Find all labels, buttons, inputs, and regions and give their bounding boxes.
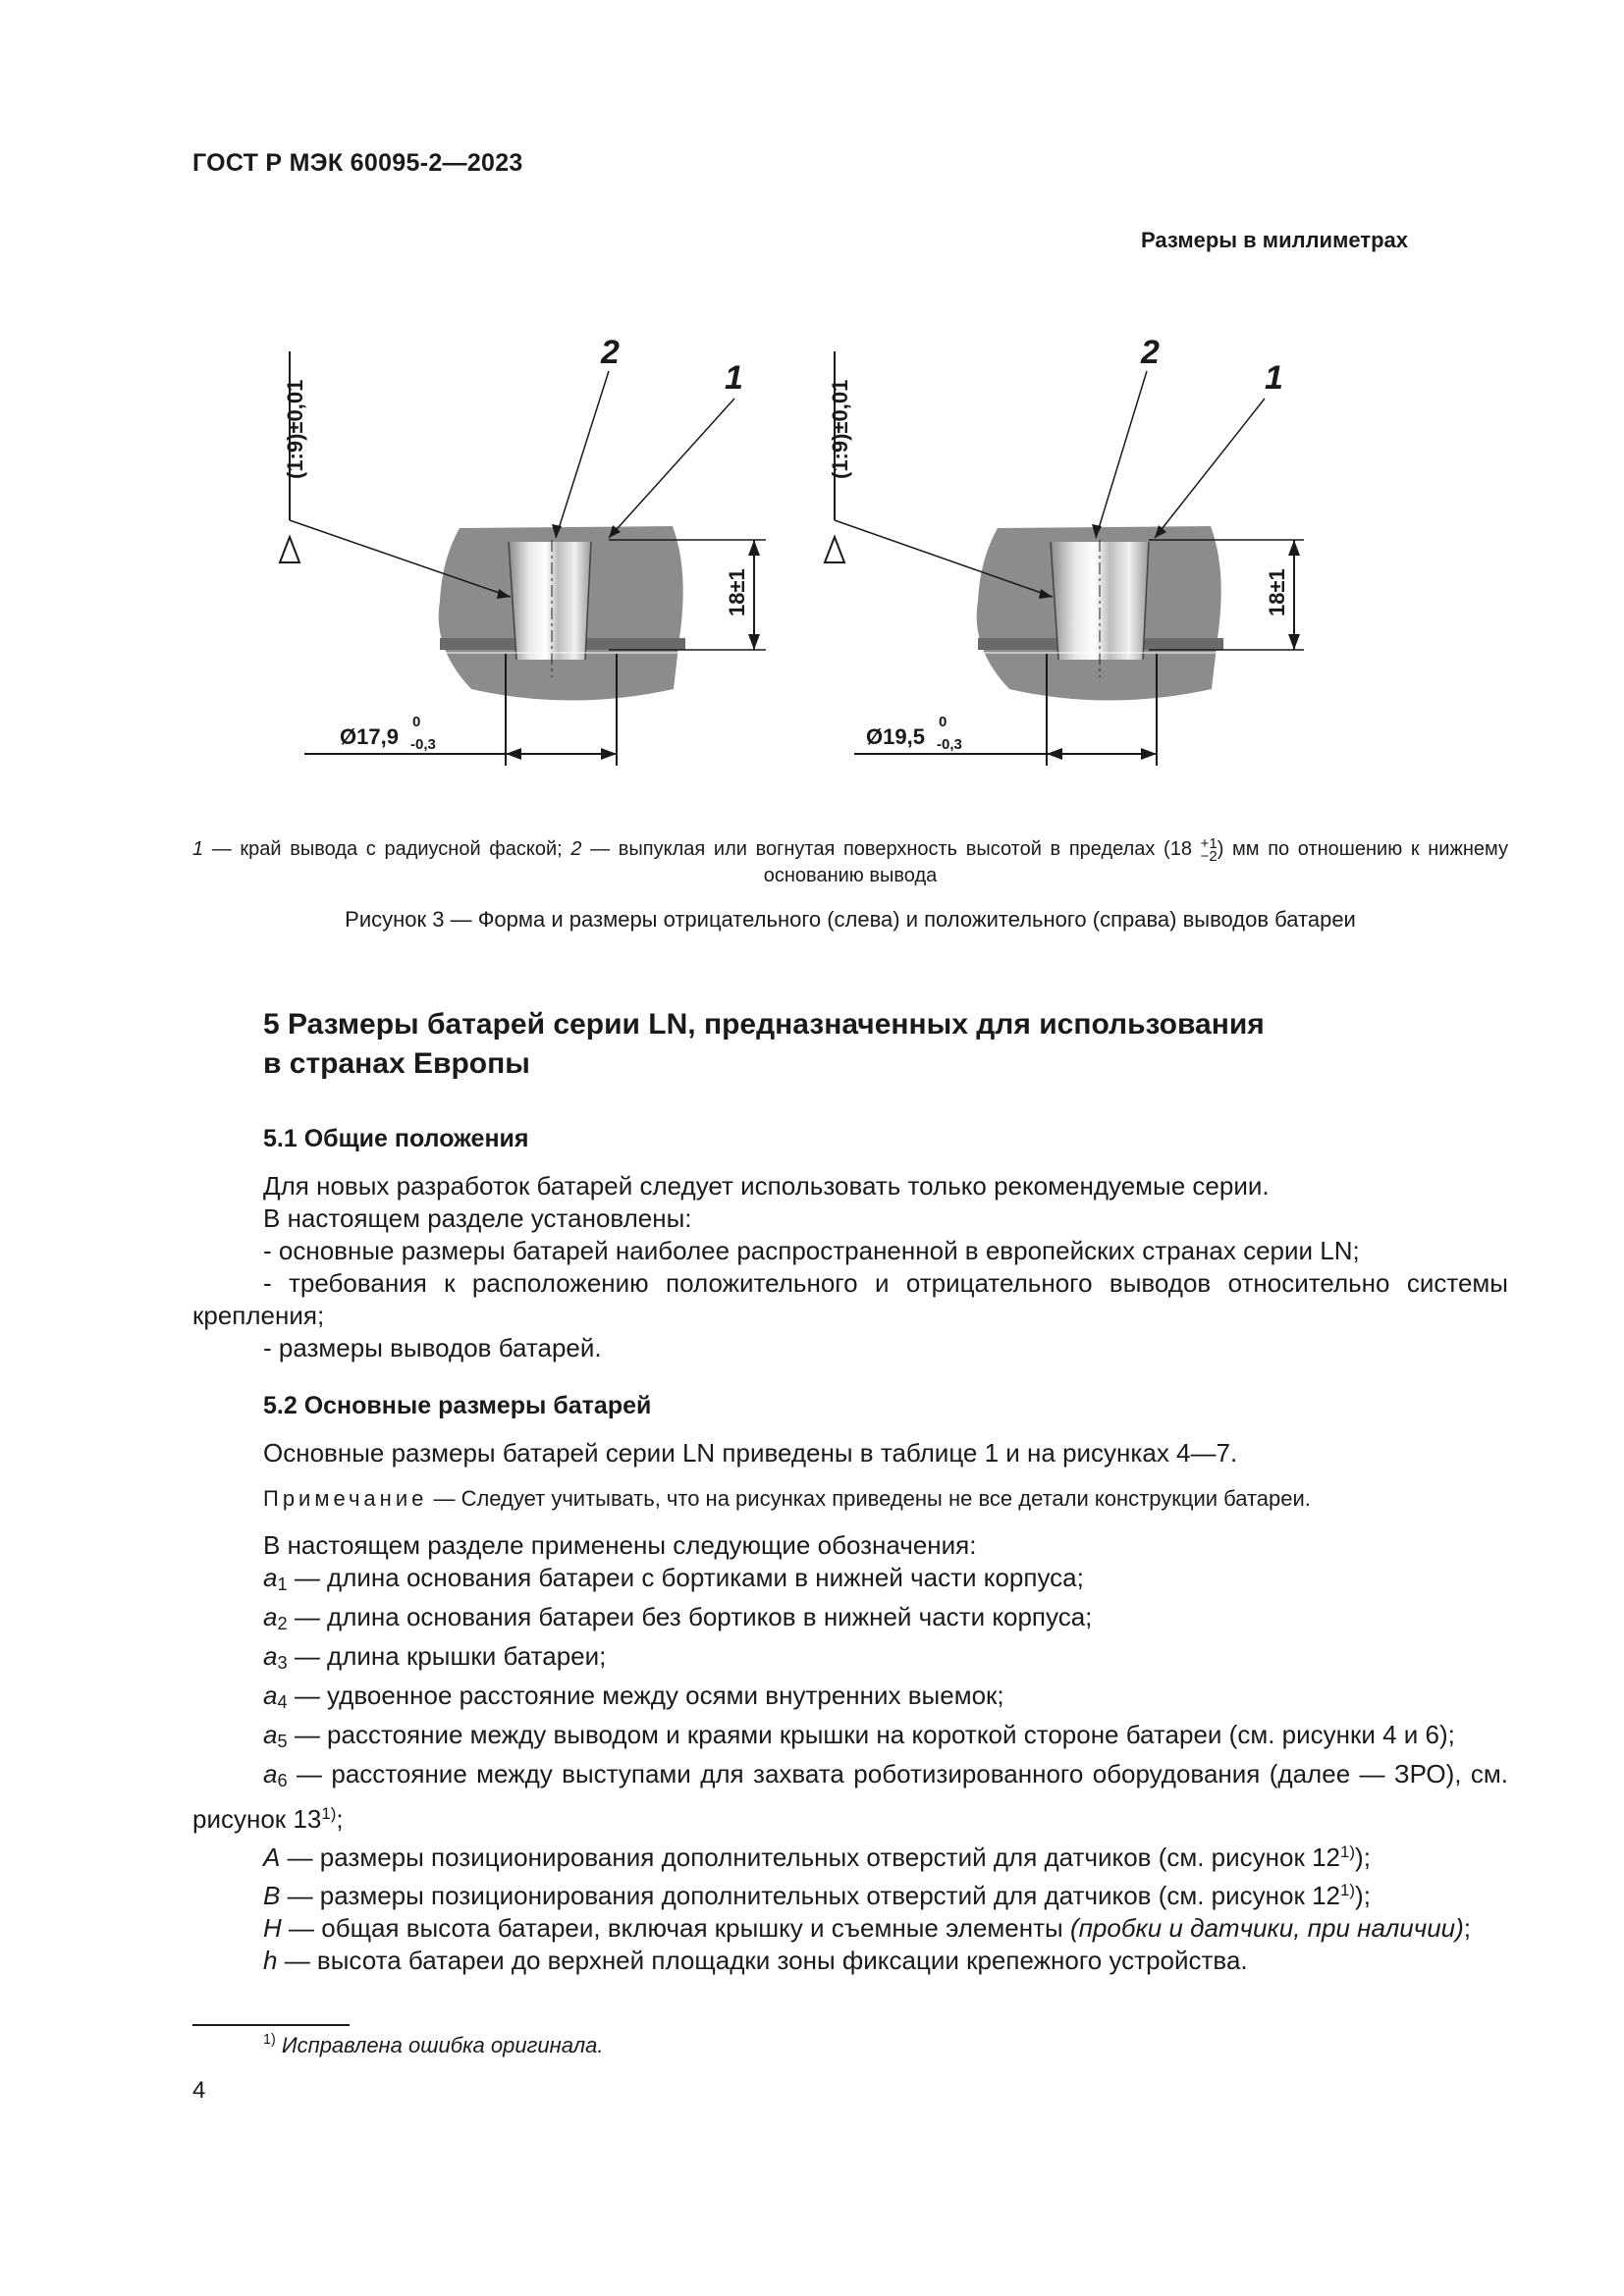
left-taper-label: (1:9)±0,01 <box>283 379 307 479</box>
definitions-list: В настоящем разделе применены следующие обозначения: $a_1$ — длина основания батареи с бортиками в нижней части корпуса; $a_2$ — длина основания батареи без бортиков в нижней части корпуса; $a_3$ — длина крышки батареи; $a_4$ — удвоенное расстояние между осями внутренних выемок; $a_5$ — расстояние между выводом и краями крышки на короткой стороне батареи (см. рисунки 4 и 6); $a_6$ — расстояние между выступами для захвата роботизированного оборудования (далее — ЗРО), см. рисунок 13$^{1)}$; A — размеры позиционирования дополнительных отверстий для датчиков (см. рисунок 12$^{1)}$); B — размеры позиционирования дополнительных отверстий для датчиков (см. рисунок 12$^{1)}$); H — общая высота батареи, включая крышку и съемные элементы (пробки и датчики, при наличии); h — высота батареи до верхней площадки зоны фиксации крепежного устройства. <box>192 1530 1508 1975</box>
definition-a5: $a_5$ — расстояние между выводом и краями крышки на короткой стороне батареи (см. рисунки 4 и 6); <box>263 1720 1455 1751</box>
right-tol-upper: 0 <box>939 714 947 730</box>
page-number: 4 <box>192 2077 206 2104</box>
footnote-rule <box>192 2024 350 2026</box>
positive-terminal-drawing <box>977 526 1227 701</box>
left-diameter-label: Ø17,9 <box>340 724 399 749</box>
section-5-title: 5 Размеры батарей серии LN, предназначенных для использования в странах Европы <box>263 1008 1265 1080</box>
figure-legend: 1 — край вывода с радиусной фаской; 2 — выпуклая или вогнутая поверхность высотой в пределах (18 +1 −2) мм по отношению к нижнему основанию вывода <box>192 834 1508 886</box>
definition-a6: $a_6$ — расстояние между выступами для захвата роботизированного оборудования (далее — ЗРО), см. рисунок 13$^{1)}$; <box>192 1759 1508 1834</box>
left-label-1: 1 <box>725 359 743 397</box>
standard-header: ГОСТ Р МЭК 60095-2—2023 <box>192 149 523 177</box>
footnote: $^{1)}$ Исправлена ошибка оригинала. <box>263 2032 604 2057</box>
negative-terminal-drawing <box>439 526 689 701</box>
definition-a3: $a_3$ — длина крышки батареи; <box>263 1641 607 1673</box>
section-5-2-title: 5.2 Основные размеры батарей <box>263 1392 652 1419</box>
definition-a4: $a_4$ — удвоенное расстояние между осями внутренних выемок; <box>263 1681 1004 1712</box>
definition-a1: $a_1$ — длина основания батареи с бортиками в нижней части корпуса; <box>263 1563 1084 1594</box>
note: Примечание — Следует учитывать, что на рисунках приведены не все детали конструкции батареи. <box>263 1486 1311 1511</box>
terminal-figure <box>283 314 1306 775</box>
section-5-2-intro: Основные размеры батарей серии LN приведены в таблице 1 и на рисунках 4—7. <box>263 1438 1238 1468</box>
section-5-1-title: 5.1 Общие положения <box>263 1125 529 1152</box>
right-label-1: 1 <box>1265 359 1283 397</box>
right-diameter-label: Ø19,5 <box>866 724 925 749</box>
left-height-label: 18±1 <box>725 568 749 616</box>
left-label-2: 2 <box>601 334 620 371</box>
right-label-2: 2 <box>1141 334 1160 371</box>
units-note: Размеры в миллиметрах <box>1141 228 1408 252</box>
section-5-1-body: Для новых разработок батарей следует использовать только рекомендуемые серии. В настоящем разделе установлены: - основные размеры батарей наиболее распространенной в европейских странах серии LN; - требования к расположению положительного и отрицательного выводов относительно системы крепления; - размеры выводов батарей. <box>192 1171 1508 1362</box>
right-height-label: 18±1 <box>1265 568 1289 616</box>
definition-a2: $a_2$ — длина основания батареи без бортиков в нижней части корпуса; <box>263 1602 1093 1633</box>
right-tol-lower: -0,3 <box>937 736 962 753</box>
figure-caption: Рисунок 3 — Форма и размеры отрицательного (слева) и положительного (справа) выводов батареи <box>345 907 1356 932</box>
left-tol-upper: 0 <box>412 714 421 730</box>
right-taper-label: (1:9)±0,01 <box>828 379 852 479</box>
left-tol-lower: -0,3 <box>410 736 436 753</box>
